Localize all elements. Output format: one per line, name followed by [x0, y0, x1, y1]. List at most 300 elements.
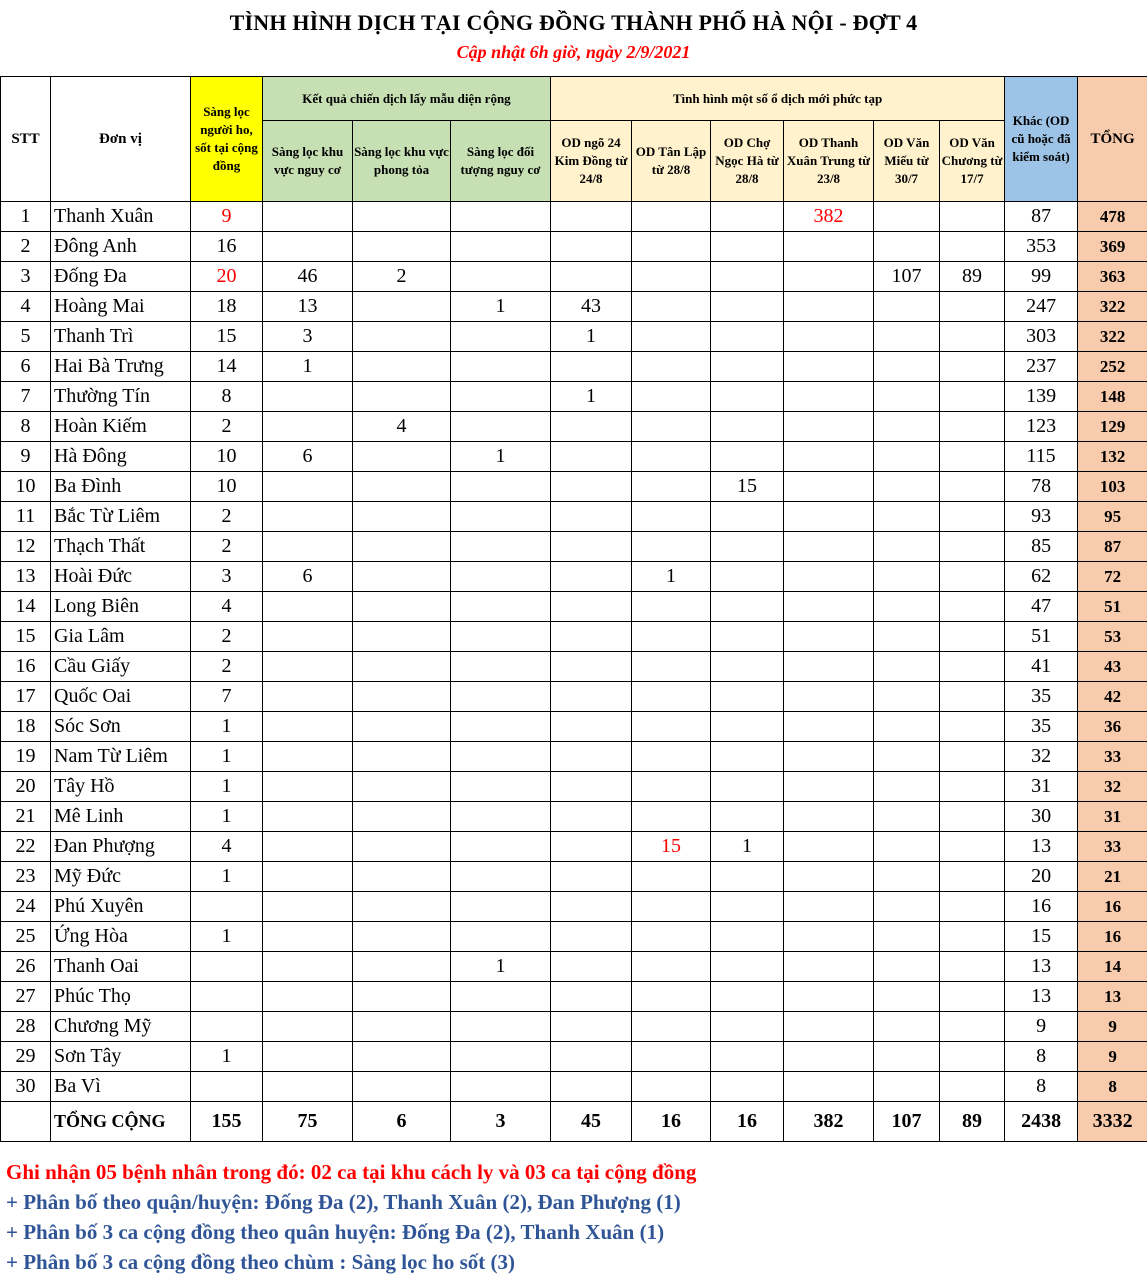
row-value	[711, 502, 784, 532]
row-value	[353, 682, 451, 712]
row-tong: 369	[1078, 232, 1147, 262]
row-value: 20	[191, 262, 263, 292]
row-value	[191, 982, 263, 1012]
row-stt: 23	[1, 862, 51, 892]
row-value	[940, 742, 1005, 772]
row-value	[874, 472, 940, 502]
row-value	[784, 382, 874, 412]
row-value: 15	[711, 472, 784, 502]
row-value	[784, 262, 874, 292]
row-value	[632, 622, 711, 652]
row-value	[551, 862, 632, 892]
row-value: 6	[263, 562, 353, 592]
row-tong: 16	[1078, 892, 1147, 922]
row-value: 1	[191, 1042, 263, 1072]
row-value	[263, 682, 353, 712]
row-tong: 129	[1078, 412, 1147, 442]
row-value	[263, 832, 353, 862]
row-value: 62	[1005, 562, 1078, 592]
row-tong: 36	[1078, 712, 1147, 742]
row-value	[551, 982, 632, 1012]
row-value	[451, 562, 551, 592]
row-value	[551, 742, 632, 772]
row-stt: 3	[1, 262, 51, 292]
row-value: 4	[353, 412, 451, 442]
row-value	[263, 802, 353, 832]
table-row	[1, 652, 1147, 682]
row-value	[940, 532, 1005, 562]
table-row	[1, 202, 1147, 232]
row-unit: Hoài Đức	[51, 562, 191, 592]
row-value: 13	[1005, 832, 1078, 862]
header-od-kim-dong: OD ngõ 24 Kim Đồng từ 24/8	[551, 121, 632, 202]
row-value	[353, 622, 451, 652]
row-value	[632, 1012, 711, 1042]
row-value	[263, 982, 353, 1012]
row-value	[551, 532, 632, 562]
row-tong: 132	[1078, 442, 1147, 472]
row-value: 15	[1005, 922, 1078, 952]
row-value	[940, 922, 1005, 952]
row-value	[451, 982, 551, 1012]
row-value	[451, 472, 551, 502]
row-tong: 51	[1078, 592, 1147, 622]
row-value	[874, 202, 940, 232]
row-value: 9	[1005, 1012, 1078, 1042]
row-value	[551, 802, 632, 832]
row-value: 1	[191, 802, 263, 832]
row-value	[874, 622, 940, 652]
row-value	[940, 802, 1005, 832]
row-value	[551, 262, 632, 292]
row-tong: 252	[1078, 352, 1147, 382]
row-value: 35	[1005, 682, 1078, 712]
row-value: 1	[451, 952, 551, 982]
row-stt: 14	[1, 592, 51, 622]
row-value	[632, 922, 711, 952]
row-value	[784, 472, 874, 502]
row-stt: 13	[1, 562, 51, 592]
header-od-group: Tình hình một số ổ dịch mới phức tạp	[551, 77, 1005, 121]
row-value: 139	[1005, 382, 1078, 412]
table-row	[1, 322, 1147, 352]
note-distribution: + Phân bố theo quận/huyện: Đống Đa (2), Thanh Xuân (2), Đan Phượng (1)	[6, 1190, 681, 1214]
row-value	[263, 622, 353, 652]
row-value: 1	[191, 712, 263, 742]
table-row	[1, 262, 1147, 292]
row-value	[191, 952, 263, 982]
row-value: 2	[191, 502, 263, 532]
row-value: 32	[1005, 742, 1078, 772]
row-value	[451, 322, 551, 352]
header-ket-qua-group: Kết quả chiến dịch lấy mẫu diện rộng	[263, 77, 551, 121]
row-value	[632, 472, 711, 502]
row-value	[263, 892, 353, 922]
row-unit: Ba Vì	[51, 1072, 191, 1102]
row-value	[711, 292, 784, 322]
header-od-cho-ngoc-ha: OD Chợ Ngọc Hà từ 28/8	[711, 121, 784, 202]
table-row	[1, 412, 1147, 442]
row-value	[551, 682, 632, 712]
row-value: 1	[191, 862, 263, 892]
row-value: 31	[1005, 772, 1078, 802]
row-value	[263, 1012, 353, 1042]
header-sang-loc: Sàng lọc người ho, sốt tại cộng đồng	[191, 77, 263, 202]
row-value	[784, 562, 874, 592]
row-value	[711, 352, 784, 382]
row-value	[632, 232, 711, 262]
row-value: 2	[191, 532, 263, 562]
row-value	[711, 1012, 784, 1042]
row-tong: 32	[1078, 772, 1147, 802]
row-tong: 148	[1078, 382, 1147, 412]
row-tong: 21	[1078, 862, 1147, 892]
row-value: 1	[191, 922, 263, 952]
row-value	[874, 682, 940, 712]
row-value	[632, 202, 711, 232]
row-value: 8	[191, 382, 263, 412]
row-unit: Thanh Trì	[51, 322, 191, 352]
row-value: 1	[711, 832, 784, 862]
row-tong: 8	[1078, 1072, 1147, 1102]
row-value	[940, 442, 1005, 472]
row-value: 2	[353, 262, 451, 292]
row-value	[451, 382, 551, 412]
row-value	[263, 412, 353, 442]
table-row	[1, 352, 1147, 382]
row-value	[711, 232, 784, 262]
row-value: 15	[632, 832, 711, 862]
row-value	[451, 412, 551, 442]
row-value: 353	[1005, 232, 1078, 262]
row-value	[451, 232, 551, 262]
row-value	[551, 1042, 632, 1072]
row-value	[940, 682, 1005, 712]
epidemic-table	[0, 76, 1147, 1142]
row-value	[632, 772, 711, 802]
row-value: 13	[1005, 952, 1078, 982]
row-value	[551, 922, 632, 952]
total-value: 45	[551, 1102, 632, 1142]
row-value: 30	[1005, 802, 1078, 832]
row-value	[353, 562, 451, 592]
row-value	[711, 1042, 784, 1072]
row-tong: 33	[1078, 832, 1147, 862]
row-value: 3	[191, 562, 263, 592]
table-row	[1, 802, 1147, 832]
row-stt: 26	[1, 952, 51, 982]
row-value	[191, 1072, 263, 1102]
row-value	[940, 592, 1005, 622]
row-value	[451, 832, 551, 862]
row-value	[874, 922, 940, 952]
row-value	[632, 502, 711, 532]
row-value	[784, 922, 874, 952]
row-value	[551, 502, 632, 532]
row-value	[353, 202, 451, 232]
row-value	[940, 202, 1005, 232]
row-value	[874, 952, 940, 982]
table-row	[1, 1042, 1147, 1072]
row-value	[711, 532, 784, 562]
header-don-vi: Đơn vị	[51, 77, 191, 202]
row-value	[353, 982, 451, 1012]
row-unit: Đan Phượng	[51, 832, 191, 862]
row-value	[632, 322, 711, 352]
row-value	[632, 382, 711, 412]
row-stt: 17	[1, 682, 51, 712]
row-stt: 18	[1, 712, 51, 742]
header-kq-khu-vuc-nguy-co: Sàng lọc khu vực nguy cơ	[263, 121, 353, 202]
table-row	[1, 892, 1147, 922]
row-value: 6	[263, 442, 353, 472]
row-value	[784, 352, 874, 382]
row-value	[940, 652, 1005, 682]
row-value: 51	[1005, 622, 1078, 652]
row-value	[353, 952, 451, 982]
row-value	[263, 382, 353, 412]
row-tong: 478	[1078, 202, 1147, 232]
row-value	[632, 442, 711, 472]
row-value	[632, 742, 711, 772]
table-row	[1, 1012, 1147, 1042]
row-value	[353, 472, 451, 502]
row-stt: 15	[1, 622, 51, 652]
table-row	[1, 952, 1147, 982]
note-community-cluster: + Phân bố 3 ca cộng đồng theo chùm : Sàng lọc ho sốt (3)	[6, 1250, 516, 1274]
row-value	[551, 892, 632, 922]
row-unit: Gia Lâm	[51, 622, 191, 652]
row-value	[451, 892, 551, 922]
report-title: TÌNH HÌNH DỊCH TẠI CỘNG ĐỒNG THÀNH PHỐ HÀ NỘI - ĐỢT 4	[229, 10, 918, 35]
row-stt: 12	[1, 532, 51, 562]
table-row	[1, 982, 1147, 1012]
row-value	[632, 952, 711, 982]
row-value	[874, 982, 940, 1012]
row-value	[874, 712, 940, 742]
row-value	[263, 742, 353, 772]
row-value	[784, 802, 874, 832]
row-value	[874, 442, 940, 472]
row-tong: 322	[1078, 292, 1147, 322]
row-value	[784, 442, 874, 472]
row-value	[263, 232, 353, 262]
row-value	[711, 772, 784, 802]
total-value: 2438	[1005, 1102, 1078, 1142]
row-value	[940, 472, 1005, 502]
row-value	[451, 202, 551, 232]
row-value	[784, 622, 874, 652]
row-value	[551, 772, 632, 802]
row-stt: 30	[1, 1072, 51, 1102]
row-value	[451, 1012, 551, 1042]
row-value	[451, 922, 551, 952]
row-value	[940, 622, 1005, 652]
row-value	[263, 472, 353, 502]
row-value	[632, 802, 711, 832]
row-value: 1	[632, 562, 711, 592]
row-value	[874, 892, 940, 922]
row-value: 7	[191, 682, 263, 712]
row-value	[451, 352, 551, 382]
row-value: 2	[191, 622, 263, 652]
row-value	[874, 862, 940, 892]
row-value	[711, 412, 784, 442]
row-value	[551, 1072, 632, 1102]
row-value	[784, 1042, 874, 1072]
row-unit: Hoàng Mai	[51, 292, 191, 322]
row-value	[874, 832, 940, 862]
row-value	[874, 322, 940, 352]
row-stt: 25	[1, 922, 51, 952]
row-value	[711, 952, 784, 982]
row-value	[711, 622, 784, 652]
total-value: 89	[940, 1102, 1005, 1142]
note-community-district: + Phân bố 3 ca cộng đồng theo quân huyện: Đống Đa (2), Thanh Xuân (1)	[6, 1220, 665, 1244]
row-value	[632, 352, 711, 382]
row-value: 13	[1005, 982, 1078, 1012]
table-row	[1, 832, 1147, 862]
row-value: 16	[191, 232, 263, 262]
total-value: 16	[711, 1102, 784, 1142]
row-value: 8	[1005, 1072, 1078, 1102]
table-row	[1, 442, 1147, 472]
row-stt: 7	[1, 382, 51, 412]
row-value	[551, 442, 632, 472]
header-khac: Khác (OD cũ hoặc đã kiểm soát)	[1005, 77, 1078, 202]
row-value: 10	[191, 472, 263, 502]
row-stt: 1	[1, 202, 51, 232]
row-value	[263, 532, 353, 562]
row-value: 1	[451, 292, 551, 322]
table-row	[1, 682, 1147, 712]
row-value	[263, 952, 353, 982]
row-value	[353, 352, 451, 382]
row-value	[353, 712, 451, 742]
row-value	[451, 772, 551, 802]
row-unit: Đống Đa	[51, 262, 191, 292]
row-value	[353, 532, 451, 562]
row-value	[632, 862, 711, 892]
row-value	[784, 592, 874, 622]
row-value	[451, 1042, 551, 1072]
row-tong: 53	[1078, 622, 1147, 652]
row-stt: 9	[1, 442, 51, 472]
row-value	[874, 562, 940, 592]
row-tong: 9	[1078, 1012, 1147, 1042]
table-row	[1, 1072, 1147, 1102]
row-value: 10	[191, 442, 263, 472]
row-value	[451, 532, 551, 562]
row-unit: Mê Linh	[51, 802, 191, 832]
row-value	[551, 472, 632, 502]
row-value: 15	[191, 322, 263, 352]
row-value	[940, 892, 1005, 922]
row-value	[940, 382, 1005, 412]
row-value	[353, 1042, 451, 1072]
row-value	[353, 502, 451, 532]
row-value	[551, 622, 632, 652]
row-value: 1	[191, 742, 263, 772]
row-value	[784, 742, 874, 772]
row-value	[784, 772, 874, 802]
row-value	[940, 862, 1005, 892]
row-value	[711, 682, 784, 712]
row-value: 41	[1005, 652, 1078, 682]
row-unit: Thanh Oai	[51, 952, 191, 982]
row-unit: Chương Mỹ	[51, 1012, 191, 1042]
row-value	[711, 382, 784, 412]
row-unit: Ứng Hòa	[51, 922, 191, 952]
row-unit: Hai Bà Trưng	[51, 352, 191, 382]
row-value: 47	[1005, 592, 1078, 622]
table-row	[1, 502, 1147, 532]
row-value	[711, 1072, 784, 1102]
row-value	[551, 592, 632, 622]
row-value	[874, 1012, 940, 1042]
row-value: 9	[191, 202, 263, 232]
row-value	[874, 382, 940, 412]
header-od-thanh-xuan-trung: OD Thanh Xuân Trung từ 23/8	[784, 121, 874, 202]
row-value	[874, 802, 940, 832]
row-value	[353, 742, 451, 772]
row-value: 20	[1005, 862, 1078, 892]
row-value: 35	[1005, 712, 1078, 742]
row-value	[784, 832, 874, 862]
row-value	[940, 1042, 1005, 1072]
row-value	[551, 652, 632, 682]
total-label: TỔNG CỘNG	[51, 1102, 191, 1142]
row-value	[191, 892, 263, 922]
row-value: 78	[1005, 472, 1078, 502]
row-value	[551, 562, 632, 592]
row-value	[784, 652, 874, 682]
row-value	[451, 802, 551, 832]
row-value: 247	[1005, 292, 1078, 322]
row-value	[711, 742, 784, 772]
row-value	[711, 262, 784, 292]
row-unit: Ba Đình	[51, 472, 191, 502]
row-value	[353, 322, 451, 352]
row-value	[784, 862, 874, 892]
row-value	[451, 712, 551, 742]
row-value	[711, 562, 784, 592]
row-value	[940, 352, 1005, 382]
total-value: 155	[191, 1102, 263, 1142]
row-value	[784, 1012, 874, 1042]
row-value: 1	[551, 382, 632, 412]
row-stt: 21	[1, 802, 51, 832]
row-value	[632, 532, 711, 562]
row-value	[263, 772, 353, 802]
row-value	[353, 922, 451, 952]
row-unit: Mỹ Đức	[51, 862, 191, 892]
row-unit: Bắc Từ Liêm	[51, 502, 191, 532]
table-row	[1, 292, 1147, 322]
row-value: 1	[191, 772, 263, 802]
row-tong: 16	[1078, 922, 1147, 952]
row-unit: Cầu Giấy	[51, 652, 191, 682]
row-unit: Đông Anh	[51, 232, 191, 262]
row-stt: 2	[1, 232, 51, 262]
row-value	[632, 292, 711, 322]
table-body	[1, 202, 1147, 1142]
row-value	[632, 982, 711, 1012]
row-value	[353, 832, 451, 862]
row-value	[874, 1072, 940, 1102]
table-row	[1, 232, 1147, 262]
row-value	[940, 562, 1005, 592]
